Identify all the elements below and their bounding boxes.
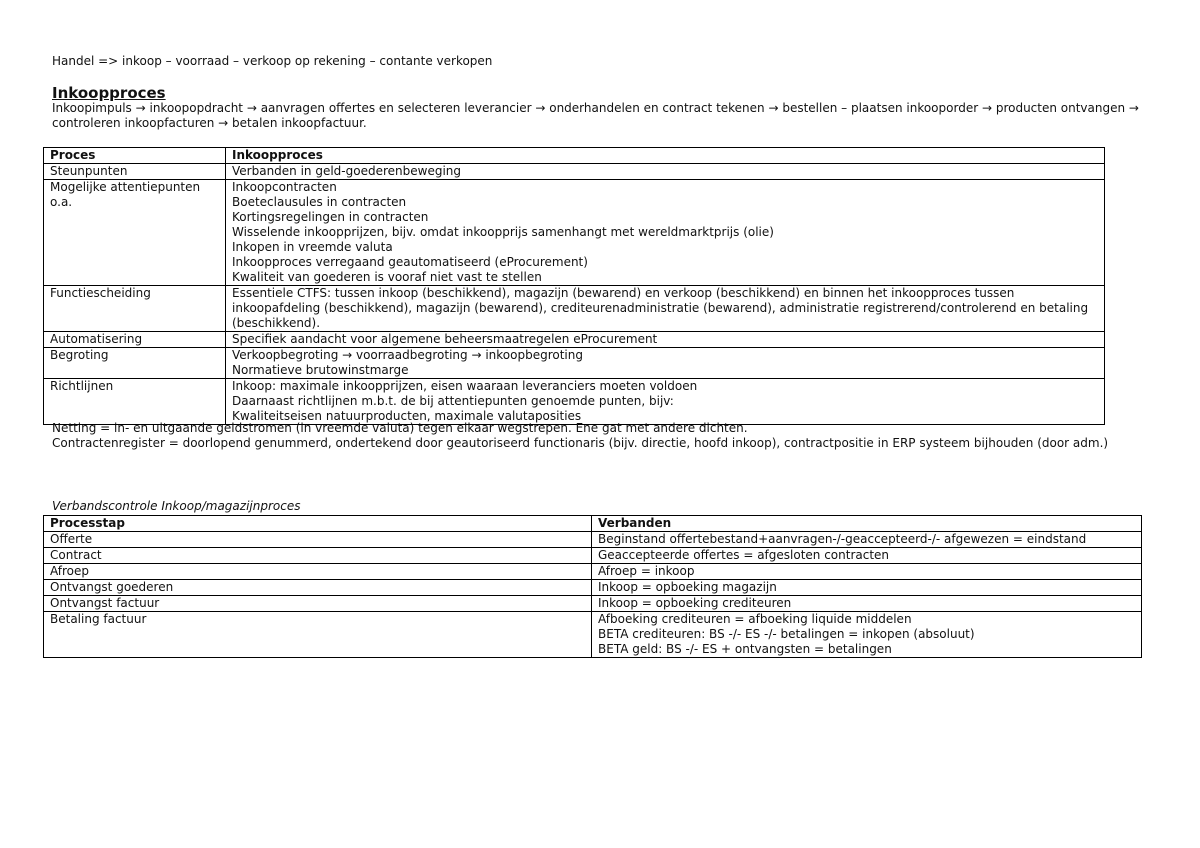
content-line: Inkoopcontracten [232,180,337,194]
content-line: Daarnaast richtlijnen m.b.t. de bij attentiepunten genoemde punten, bijv: [232,394,674,408]
row-content [592,548,1142,564]
row-label: Ontvangst goederen [44,580,592,596]
content-line: BETA geld: BS -/- ES + ontvangsten = betalingen [598,642,892,656]
section-title: Inkoopproces [52,84,166,102]
document-heading: Handel => inkoop – voorraad – verkoop op rekening – contante verkopen [52,54,493,68]
table-row [44,548,1142,564]
table-row [44,180,1105,286]
process-intro: Inkoopimpuls → inkoopopdracht → aanvragen offertes en selecteren leverancier → onderhandelen en contract tekenen → bestellen – plaatsen inkooporder → producten ontvangen → controleren inkoopfacturen → betalen inkoopfactuur. [52,101,1139,130]
row-content [592,580,1142,596]
table-row [44,580,1142,596]
row-label: Richtlijnen [44,379,226,425]
content-line: Afboeking crediteuren = afboeking liquide middelen [598,612,912,626]
row-label: Automatisering [44,332,226,348]
column-header: Processtap [44,516,592,532]
row-label: Begroting [44,348,226,379]
row-content [592,532,1142,548]
table-row [44,596,1142,612]
table2-caption: Verbandscontrole Inkoop/magazijnproces [52,499,301,513]
row-label: Contract [44,548,592,564]
table-row [44,532,1142,548]
row-label: Betaling factuur [44,612,592,658]
row-label: Mogelijke attentiepunten o.a. [44,180,226,286]
row-label: Functiescheiding [44,286,226,332]
row-content [226,286,1105,332]
content-line: Beginstand offertebestand+aanvragen-/-geaccepteerd-/- afgewezen = eindstand [598,532,1087,546]
content-line: Wisselende inkoopprijzen, bijv. omdat inkoopprijs samenhangt met wereldmarktprijs (olie) [232,225,774,239]
row-content [226,332,1105,348]
row-label: Offerte [44,532,592,548]
row-content [226,348,1105,379]
column-header: Inkoopproces [226,148,1105,164]
content-line: Geaccepteerde offertes = afgesloten contracten [598,548,890,562]
note-contractenregister: Contractenregister = doorlopend genummerd, ondertekend door geautoriseerd functionaris (bijv. directie, hoofd inkoop), contractpositie in ERP systeem bijhouden (door adm.) [52,436,1109,450]
content-line: Inkopen in vreemde valuta [232,240,393,254]
content-line: Boeteclausules in contracten [232,195,407,209]
verbandscontrole-table [43,515,1142,658]
content-line: Essentiele CTFS: tussen inkoop (beschikkend), magazijn (bewarend) en verkoop (beschikkend) en binnen het inkoopproces tussen inkoopafdeling (beschikkend), magazijn (bewarend), crediteurenadministratie (bewarend), administratie registrerend/controlerend en betaling (beschikkend). [232,286,1089,330]
content-line: Verbanden in geld-goederenbeweging [232,164,461,178]
content-line: Kwaliteit van goederen is vooraf niet vast te stellen [232,270,542,284]
content-line: Kwaliteitseisen natuurproducten, maximale valutaposities [232,409,582,423]
table-row [44,332,1105,348]
content-line: Kortingsregelingen in contracten [232,210,429,224]
row-content [226,180,1105,286]
inkoopproces-table [43,147,1105,425]
table-row [44,286,1105,332]
content-line: Inkoop = opboeking magazijn [598,580,777,594]
content-line: Inkoop: maximale inkoopprijzen, eisen waaraan leveranciers moeten voldoen [232,379,698,393]
row-label: Afroep [44,564,592,580]
content-line: Normatieve brutowinstmarge [232,363,409,377]
table-row [44,564,1142,580]
content-line: Specifiek aandacht voor algemene beheersmaatregelen eProcurement [232,332,658,346]
content-line: Verkoopbegroting → voorraadbegroting → inkoopbegroting [232,348,583,362]
notes-block [52,421,1152,451]
table-row [44,164,1105,180]
content-line: Inkoop = opboeking crediteuren [598,596,792,610]
row-content [592,564,1142,580]
table-row [44,612,1142,658]
content-line: Inkoopproces verregaand geautomatiseerd (eProcurement) [232,255,588,269]
row-content [592,596,1142,612]
table-row [44,348,1105,379]
row-content [592,612,1142,658]
content-line: BETA crediteuren: BS -/- ES -/- betalingen = inkopen (absoluut) [598,627,975,641]
table-row [44,379,1105,425]
column-header: Verbanden [592,516,1142,532]
row-content [226,379,1105,425]
row-label: Steunpunten [44,164,226,180]
table-header-row [44,148,1105,164]
note-netting: Netting = in- en uitgaande geldstromen (in vreemde valuta) tegen elkaar wegstrepen. Ene gat met andere dichten. [52,421,748,435]
row-label: Ontvangst factuur [44,596,592,612]
table-header-row [44,516,1142,532]
row-content [226,164,1105,180]
column-header: Proces [44,148,226,164]
content-line: Afroep = inkoop [598,564,695,578]
